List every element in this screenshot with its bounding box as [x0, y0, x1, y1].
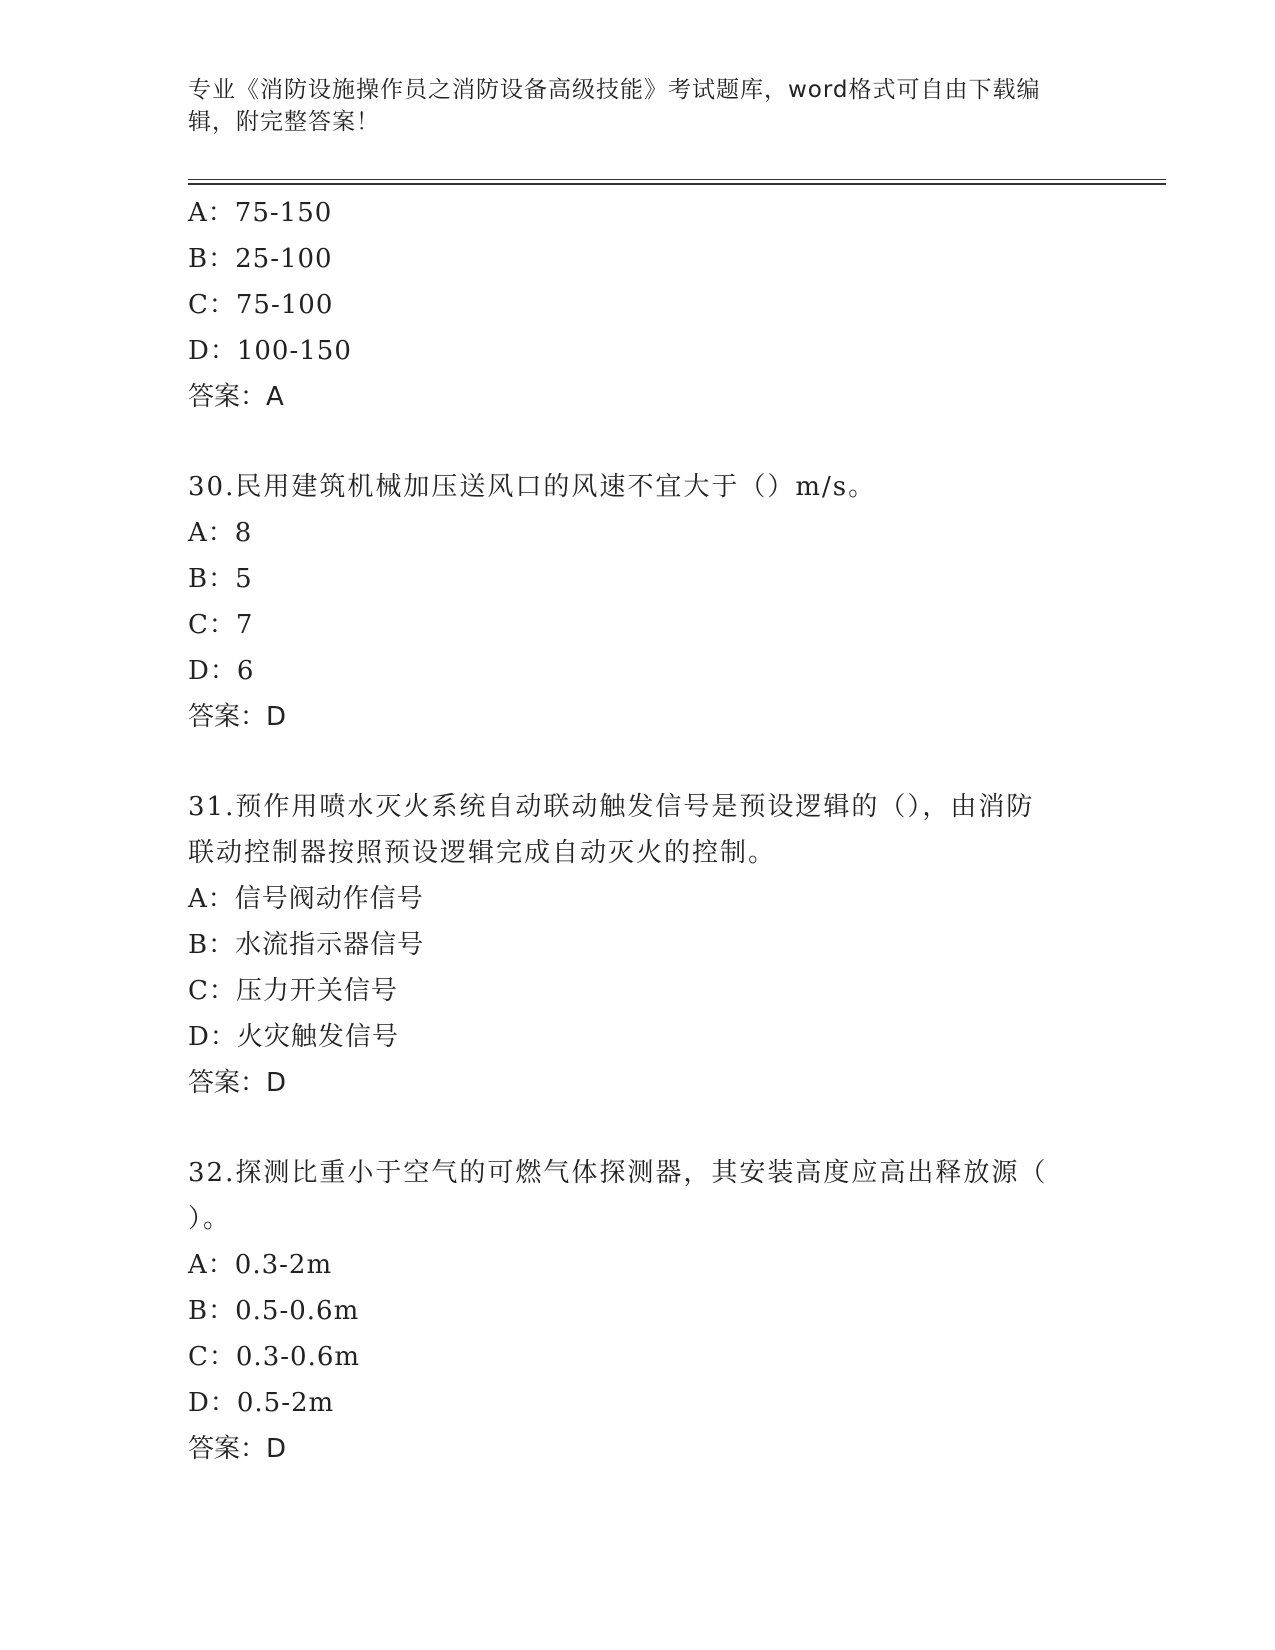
option-c: C：0.3-0.6m: [188, 1342, 361, 1372]
option-b: B：5: [188, 564, 253, 594]
option-c: C：75-100: [188, 290, 334, 320]
option-d: D：0.5-2m: [188, 1388, 335, 1418]
option-a: A：信号阀动作信号: [188, 884, 424, 914]
question-stem-line-2: ）。: [188, 1204, 232, 1234]
option-a: A：75-150: [188, 198, 333, 228]
option-a: A：0.3-2m: [188, 1250, 333, 1280]
question-stem-line-2: 联动控制器按照预设逻辑完成自动灭火的控制。: [188, 838, 777, 868]
question-30: [188, 464, 1088, 740]
option-b: B：0.5-0.6m: [188, 1296, 360, 1326]
option-d: D：6: [188, 656, 255, 686]
document-header: [188, 74, 1068, 138]
header-divider-bottom: [188, 183, 1166, 185]
option-c: C：7: [188, 610, 254, 640]
answer-line: 答案：A: [188, 382, 284, 412]
answer-line: 答案：D: [188, 702, 287, 732]
header-divider-top: [188, 179, 1166, 180]
option-d: D：100-150: [188, 336, 352, 366]
answer-line: 答案：D: [188, 1434, 287, 1464]
header-line-2: 辑，附完整答案！: [188, 109, 380, 135]
question-29-continued: [188, 190, 1088, 420]
question-stem-line-1: 32.探测比重小于空气的可燃气体探测器，其安装高度应高出释放源（: [188, 1158, 1048, 1188]
header-line-1: 专业《消防设施操作员之消防设备高级技能》考试题库，word格式可自由下载编: [188, 77, 1041, 103]
option-b: B：25-100: [188, 244, 333, 274]
question-stem-line-1: 31.预作用喷水灭火系统自动联动触发信号是预设逻辑的（），由消防: [188, 792, 1035, 822]
option-c: C：压力开关信号: [188, 976, 398, 1006]
question-31: [188, 784, 1088, 1106]
answer-line: 答案：D: [188, 1068, 287, 1098]
option-a: A：8: [188, 518, 253, 548]
question-32: [188, 1150, 1088, 1472]
option-b: B：水流指示器信号: [188, 930, 425, 960]
question-stem-line-1: 30.民用建筑机械加压送风口的风速不宜大于（）m/s。: [188, 472, 877, 502]
option-d: D：火灾触发信号: [188, 1022, 399, 1052]
question-list: [188, 190, 1088, 1472]
